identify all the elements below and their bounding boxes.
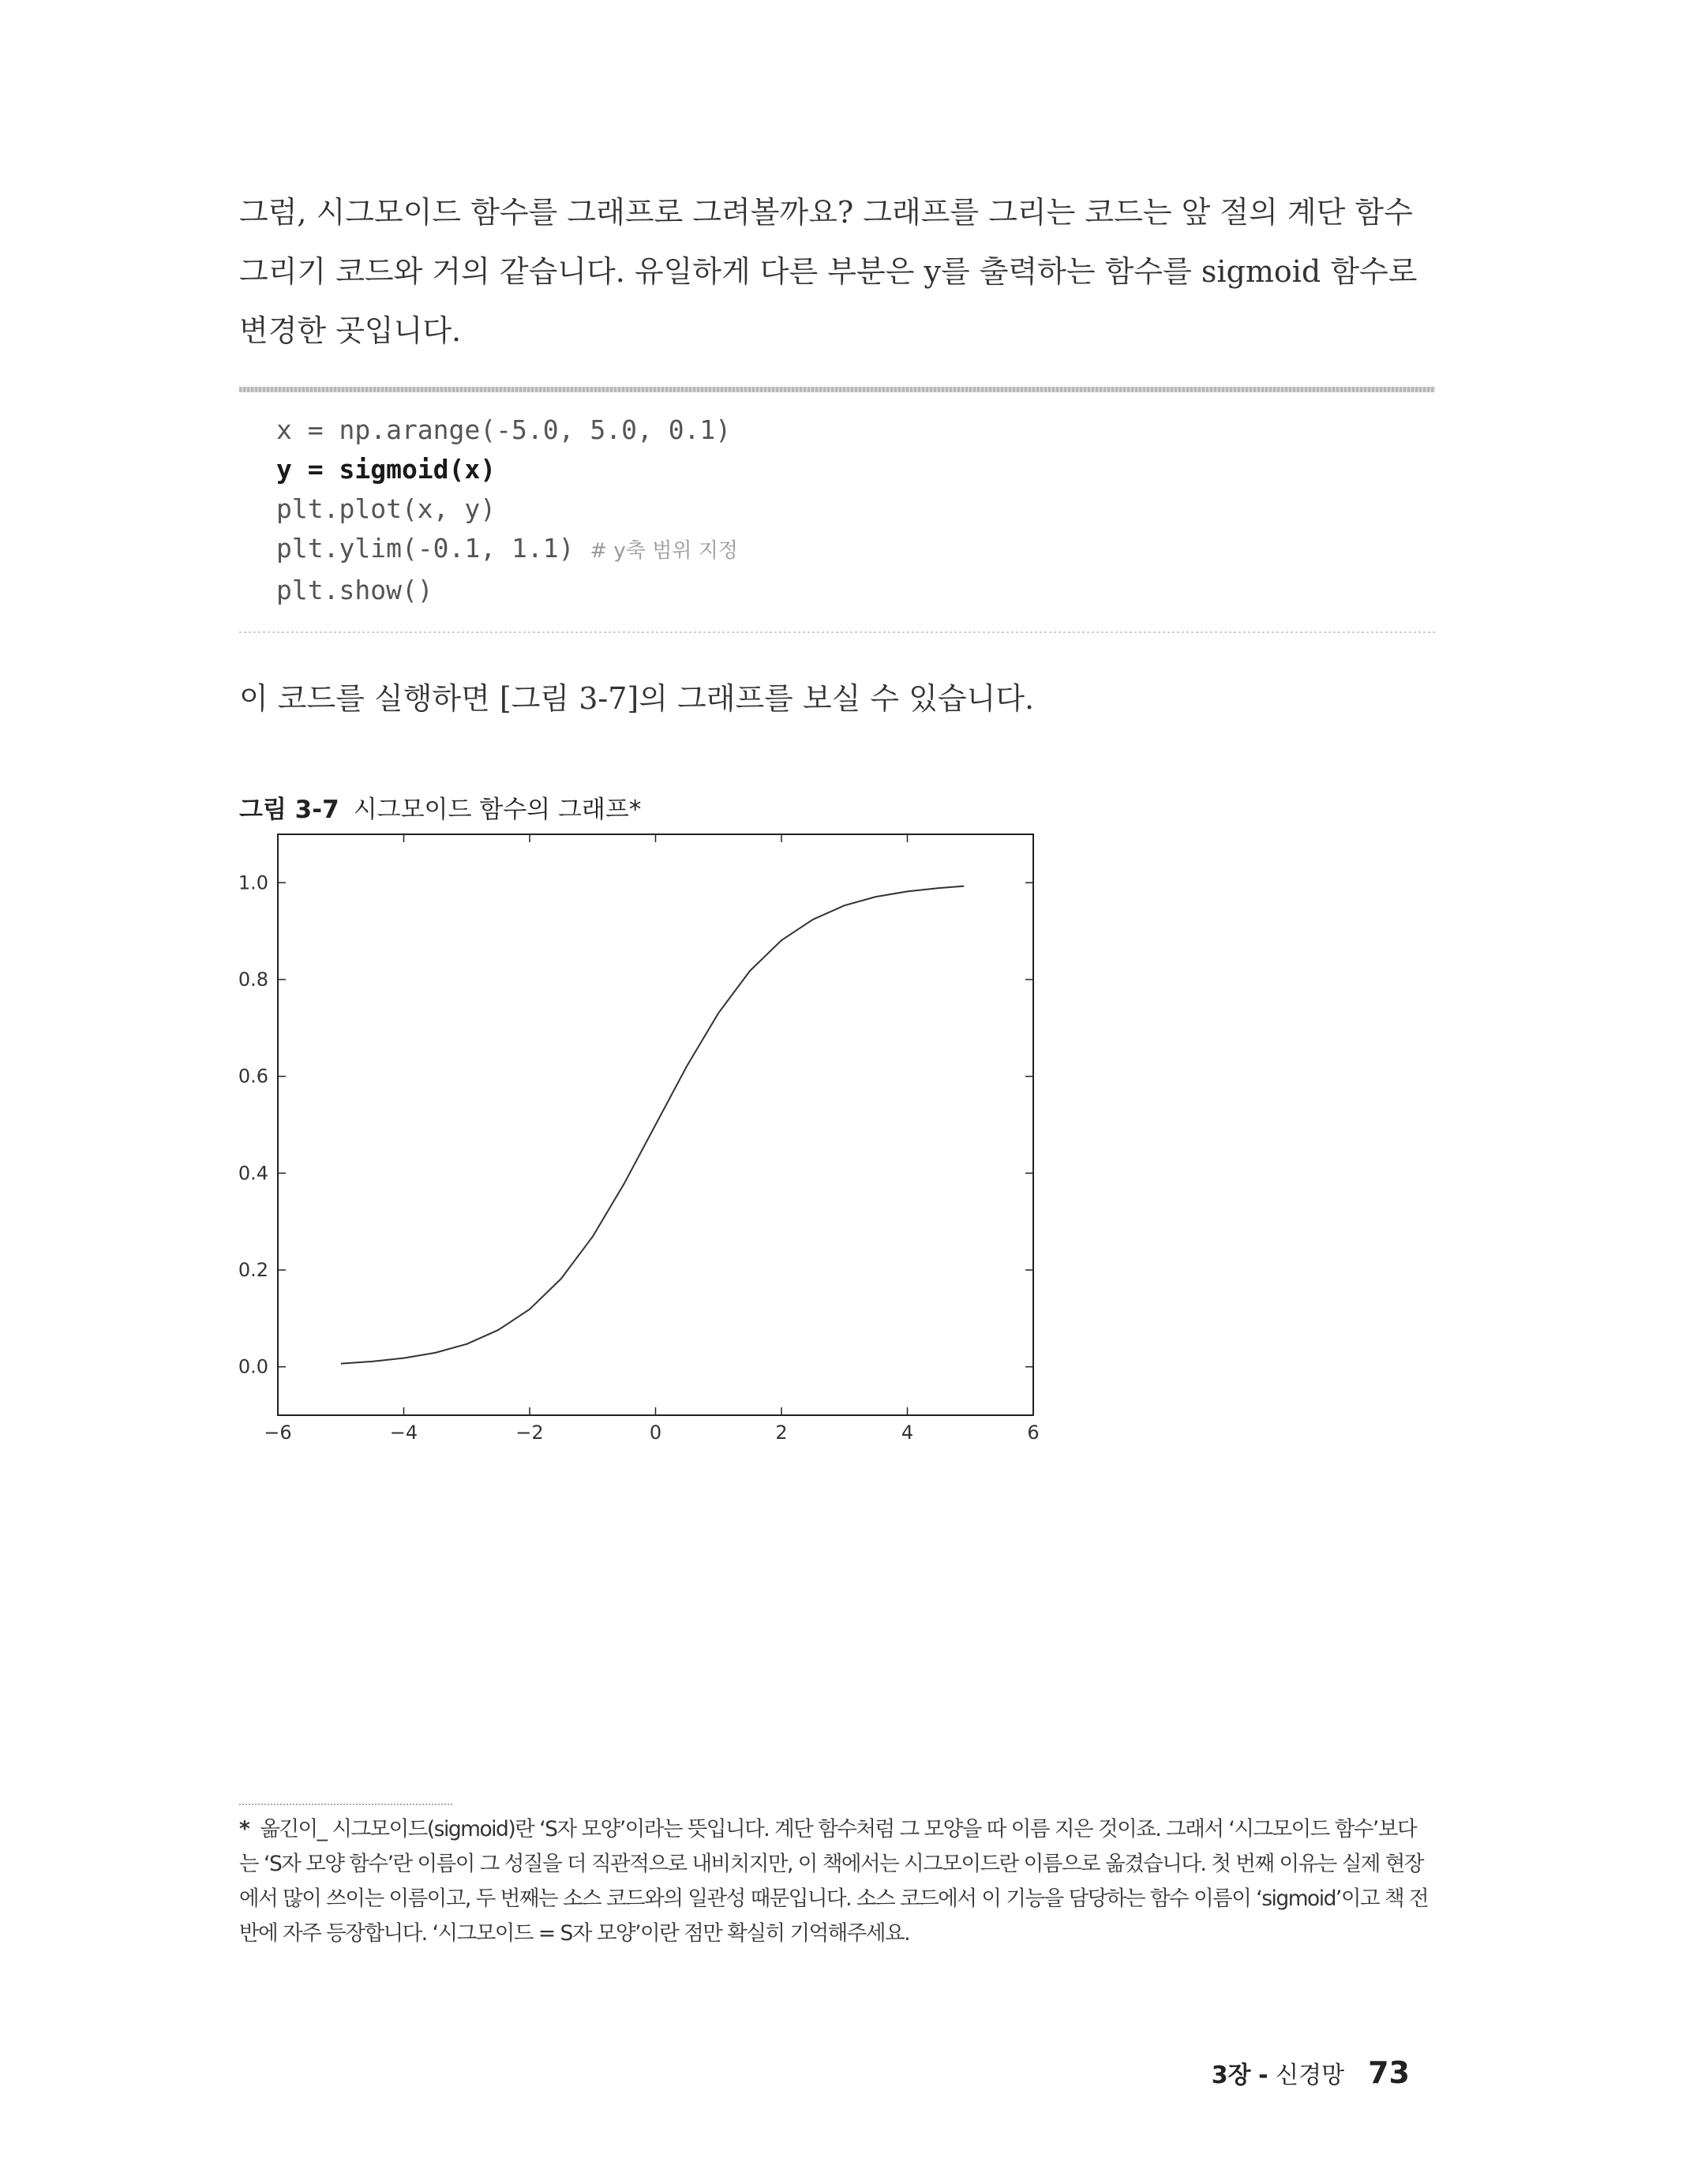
y-tick-label: 0.0 [238, 1355, 268, 1378]
code-comment: # y축 범위 지정 [590, 539, 738, 563]
chapter-number: 3장 [1211, 2062, 1251, 2089]
footnote-marker: * [239, 1817, 249, 1841]
code-line-2: y = sigmoid(x) [276, 454, 497, 485]
x-tick-label: −2 [515, 1422, 544, 1444]
code-line-3: plt.plot(x, y) [276, 493, 497, 524]
x-tick-label: 6 [1027, 1422, 1040, 1444]
intro-paragraph: 그럼, 시그모이드 함수를 그래프로 그려볼까요? 그래프를 그리는 코드는 앞 절의 계단 함수 그리기 코드와 거의 같습니다. 유일하게 다른 부분은 y를 출력하는 함수를 sigmoid 함수로 변경한 곳입니다. [239, 195, 1418, 348]
y-tick-label: 1.0 [238, 871, 268, 894]
x-tick-label: −4 [389, 1422, 418, 1444]
y-tick-label: 0.6 [238, 1065, 268, 1088]
page-footer [1212, 2055, 1410, 2090]
after-paragraph: 이 코드를 실행하면 [그림 3-7]의 그래프를 보실 수 있습니다. [239, 681, 1035, 716]
x-tick-label: 2 [775, 1422, 788, 1444]
footnote [239, 1812, 1435, 1951]
x-tick-label: −6 [264, 1422, 292, 1444]
figure-number: 그림 3-7 [239, 796, 339, 824]
code-line-4-code: plt.ylim(-0.1, 1.1) [276, 533, 575, 564]
x-tick-label: 0 [649, 1422, 662, 1444]
footer-separator: - [1258, 2062, 1268, 2089]
y-tick-label: 0.2 [238, 1259, 268, 1281]
running-footer [1212, 2055, 1344, 2090]
y-tick-label: 0.4 [238, 1162, 268, 1185]
page-number: 73 [1368, 2055, 1410, 2090]
x-tick-label: 4 [901, 1422, 914, 1444]
chapter-title: 신경망 [1276, 2062, 1345, 2089]
y-tick-label: 0.8 [238, 968, 268, 991]
code-line-5: plt.show() [276, 575, 433, 605]
sigmoid-line [341, 886, 965, 1364]
footnote-text: 옮긴이_ 시그모이드(sigmoid)란 ‘S자 모양’이라는 뜻입니다. 계단 함수처럼 그 모양을 따 이름 지은 것이죠. 그래서 ‘시그모이드 함수’보다는 ‘S자 모양 함수’란 이름이 그 성질을 더 직관적으로 내비치지만, 이 책에서는 시그모이드란 이름으로 옮겼습니다. 첫 번째 이유는 실제 현장에서 많이 쓰이는 이름이고, 두 번째는 소스 코드와의 일관성 때문입니다. 소스 코드에서 이 기능을 담당하는 함수 이름이 ‘sigmoid’이고 책 전반에 자주 등장합니다. ‘시그모이드 = S자 모양’이란 점만 확실히 기억해주세요. [239, 1817, 1429, 1946]
code-line-1: x = np.arange(-5.0, 5.0, 0.1) [276, 414, 732, 445]
footnote-rule [239, 1804, 452, 1805]
figure-title: 시그모이드 함수의 그래프* [353, 796, 642, 824]
